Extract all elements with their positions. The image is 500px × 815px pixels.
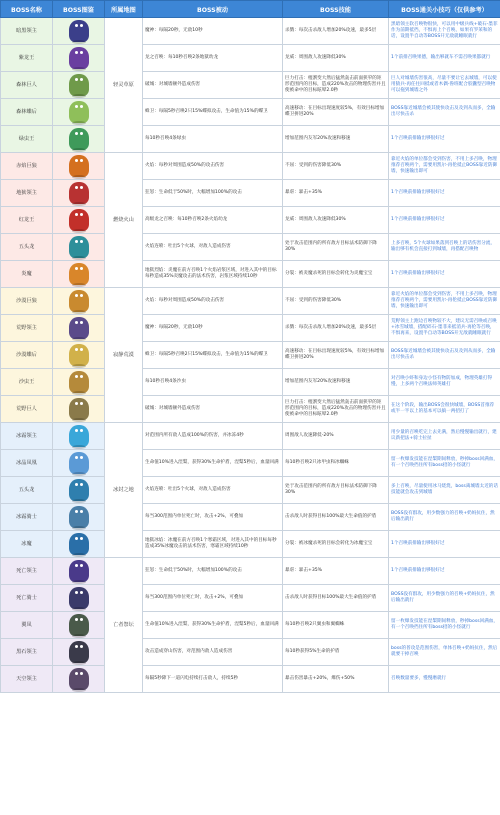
table-row (1, 261, 500, 288)
table-row (1, 180, 500, 207)
boss-portrait (53, 612, 105, 639)
boss-passive: 生命值10%进入涅槃，获得30%生命护盾，涅槃5秒后，血量回满 (143, 612, 283, 639)
boss-name: 森林蝶后 (1, 99, 53, 126)
boss-tips: 对召唤小虾和身边小怪有物防加成，物理英雄打得慢，上多两个召唤法师英雄打 (389, 369, 500, 396)
boss-passive: 高级龙之召唤：每10秒召唤2条火焰幼龙 (143, 207, 283, 234)
boss-tips: 上多召唤，5个火球如果落到召唤上的话伤害分流，输出够有机会直接打到城墙，再搭配召唤物 (389, 234, 500, 261)
boss-tips: 1个召唤前排输出够很好过 (389, 207, 500, 234)
table-row (1, 612, 500, 639)
boss-name: 冰晶凤凰 (1, 450, 53, 477)
boss-passive: 龙之召唤：每10秒召唤2条地狱幼龙 (143, 45, 283, 72)
table-row (1, 558, 500, 585)
boss-skill: 龙威：周围敌人攻速降低30% (283, 207, 389, 234)
boss-passive: 每当300范围内单位死亡时，攻击+2%，可叠加 (143, 585, 283, 612)
table-row (1, 153, 500, 180)
boss-portrait (53, 153, 105, 180)
table-row (1, 18, 500, 45)
boss-name: 紫龙王 (1, 45, 53, 72)
boss-portrait-icon (69, 128, 89, 150)
boss-portrait (53, 288, 105, 315)
boss-tips: 留一枚爆发技能在涅槃期间释放，秒掉boss回满血，有一个召唤挡住所有boss招的小怪就行 (389, 450, 500, 477)
boss-passive: 每隔5秒降下一道闪电持续打击敌人，持续5秒 (143, 666, 283, 693)
boss-skill: 每10秒召唤2只冰甲虫和冰蜘蛛 (283, 450, 389, 477)
table-row (1, 99, 500, 126)
map-name: 寂静荒漠 (105, 288, 143, 423)
boss-portrait (53, 423, 105, 450)
boss-portrait-icon (69, 20, 89, 42)
header-tips: BOSS通关小技巧（仅供参考） (389, 1, 500, 18)
boss-skill: 处于攻击范围内的所有敌方目标法术防御下降30% (283, 234, 389, 261)
boss-passive: 破城：对城墙额外造成伤害 (143, 396, 283, 423)
boss-skill: 每10秒召唤2只翼虫和翼蜘蛛 (283, 612, 389, 639)
boss-portrait-icon (69, 398, 89, 420)
boss-name: 荒野巨人 (1, 396, 53, 423)
boss-name: 五头龙 (1, 234, 53, 261)
boss-portrait (53, 126, 105, 153)
table-row (1, 450, 500, 477)
boss-portrait-icon (69, 614, 89, 636)
boss-passive: 蜂卫：每隔5秒召唤2只15%蝶拟攻击，生命值为15%的蝶卫 (143, 342, 283, 369)
header-passive: BOSS被动 (143, 1, 283, 18)
boss-portrait-icon (69, 74, 89, 96)
boss-passive: 每10秒召唤4条沙虫 (143, 369, 283, 396)
boss-tips: 黑暗领主软召唤物很快，可以用中级兵线+破石-墨菲作为前期抵挡，不惧再上个召唤、如果有罗莱和的话，设置半自动等BOSS开无敌就睡眠就行 (389, 18, 500, 45)
boss-portrait-icon (69, 668, 89, 690)
table-header-row (1, 1, 500, 18)
boss-skill: 巨力打击：棍割变大然后猛然轰击前面狭窄的矩形范围内的目标，造成220%攻击的物理伤害并且使被命中的目标眩晕2.0秒 (283, 396, 389, 423)
boss-skill: 每10秒获得5%生命的护盾 (283, 639, 389, 666)
boss-portrait-icon (69, 506, 89, 528)
boss-portrait-icon (69, 587, 89, 609)
table-row (1, 234, 500, 261)
boss-skill: 龙威：周围敌人攻速降低30% (283, 45, 389, 72)
boss-portrait (53, 639, 105, 666)
boss-skill: 处于攻击范围内的所有敌方目标法术防御下降30% (283, 477, 389, 504)
boss-portrait (53, 477, 105, 504)
boss-tips: BOSS没有群攻，用少数强力的召唤+奶妈抗住，然后输出就行 (389, 585, 500, 612)
boss-portrait-icon (69, 533, 89, 555)
boss-name: 黑石领主 (1, 639, 53, 666)
boss-tips: BOSS没有群攻，用少数强力的召唤+奶妈抗住，然后输出就行 (389, 504, 500, 531)
map-name: 亡者祭坛 (105, 558, 143, 693)
boss-skill: 暴击伤害暴击+20%，爆伤+50% (283, 666, 389, 693)
boss-portrait-icon (69, 452, 89, 474)
boss-skill: 周围敌人攻速降低-20% (283, 423, 389, 450)
boss-tips: 靠近火焰的单位都会受到伤害，不用上多召唤，物理推荐召唤两个，需要用凯尔-再伦抵止BOSS靠近防御墙，快速输出即可 (389, 288, 500, 315)
boss-skill: 增加范围内友军20%攻速和移速 (283, 369, 389, 396)
boss-portrait-icon (69, 236, 89, 258)
boss-skill: 高速移动：在目标出现速度较5%，有效目标增加蝶卫拼进20% (283, 99, 389, 126)
boss-skill: 击杀敌人时获得目标100%最大生命值的护盾 (283, 585, 389, 612)
boss-passive: 破城：对城墙额外造成伤害 (143, 72, 283, 99)
boss-skill: 巨力打击：棍割变大然后猛然轰击前面狭窄的矩形范围内的目标，造成220%攻击的物理伤害并且使被命中的目标眩晕2.0秒 (283, 72, 389, 99)
boss-name: 森林巨人 (1, 72, 53, 99)
boss-passive: 每10秒召唤4条绿虫 (143, 126, 283, 153)
boss-tips: 靠近火焰的单位都会受到伤害，不用上多召唤，物理推荐召唤两个，需要用凯尔-再伦抵止BOSS靠近防御墙，快速输出即可 (389, 153, 500, 180)
boss-name: 红龙王 (1, 207, 53, 234)
boss-portrait (53, 180, 105, 207)
boss-tips: 1个召唤前排输出够很好过 (389, 126, 500, 153)
boss-skill: 杀戮：每次击杀敌人增加20%攻速，最多5层 (283, 18, 389, 45)
boss-portrait (53, 207, 105, 234)
boss-portrait (53, 99, 105, 126)
boss-name: 冰霜骑士 (1, 504, 53, 531)
boss-skill: 杀戮：每次击杀敌人增加20%攻速，最多5层 (283, 315, 389, 342)
table-row (1, 342, 500, 369)
boss-name: 赤焰巨狼 (1, 153, 53, 180)
boss-tips: 1个前排召唤果德，输出够就车不需召唤果都就行 (389, 45, 500, 72)
boss-portrait (53, 531, 105, 558)
boss-portrait (53, 45, 105, 72)
boss-skill: 增加范围内友军20%攻速和移速 (283, 126, 389, 153)
table-row (1, 288, 500, 315)
boss-skill: 不屈：受到的伤害降低30% (283, 288, 389, 315)
boss-portrait (53, 342, 105, 369)
boss-skill: 分裂：被冰魔杀死的目标会转化为冰魔宝宝 (283, 531, 389, 558)
boss-portrait (53, 315, 105, 342)
boss-passive: 地狱烈焰：炎魔在前方召唤1个火焰岩浆区域，对进入其中的目标每秒造成35%炎魔攻击的法术伤害，岩浆区域持续10秒 (143, 261, 283, 288)
boss-portrait-icon (69, 425, 89, 447)
table-row (1, 423, 500, 450)
boss-portrait-icon (69, 101, 89, 123)
boss-skill: 击杀敌人时获得目标100%最大生命值的护盾 (283, 504, 389, 531)
table-row (1, 315, 500, 342)
boss-table-body (1, 18, 500, 693)
boss-name: 地狱领主 (1, 180, 53, 207)
boss-tips: 留一枚爆发技能在涅槃期间释放，秒掉boss回满血，有一个召唤挡住所有boss招的小怪就行 (389, 612, 500, 639)
boss-portrait-icon (69, 344, 89, 366)
boss-portrait-icon (69, 182, 89, 204)
boss-name: 沙漠巨狼 (1, 288, 53, 315)
boss-passive: 狂怒：生命低于50%时，大幅增加100%的攻击 (143, 180, 283, 207)
table-row (1, 666, 500, 693)
boss-portrait (53, 450, 105, 477)
table-row (1, 72, 500, 99)
boss-name: 死亡骑士 (1, 585, 53, 612)
table-row (1, 639, 500, 666)
boss-passive: 火焰连喷：吐出5个火球，对敌人造成伤害 (143, 234, 283, 261)
boss-passive: 攻击造成穿山伤害，对范围内敌人造成伤害 (143, 639, 283, 666)
boss-portrait-icon (69, 641, 89, 663)
header-boss-image: BOSS图鉴 (53, 1, 105, 18)
boss-passive: 蜂卫：每隔5秒召唤2只15%蝶拟攻击，生命值为15%的蝶卫 (143, 99, 283, 126)
map-name: 轻灵草原 (105, 18, 143, 153)
boss-tips: 1个召唤前排输出够很好过 (389, 180, 500, 207)
boss-passive: 每当300范围内单位死亡时，攻击+2%，可叠加 (143, 504, 283, 531)
boss-name: 天空领主 (1, 666, 53, 693)
boss-passive: 火焰：每秒对周围造成50%的攻击伤害 (143, 153, 283, 180)
boss-name: 五头龙 (1, 477, 53, 504)
boss-portrait-icon (69, 209, 89, 231)
map-name: 燃烧火山 (105, 153, 143, 288)
table-row (1, 531, 500, 558)
boss-portrait (53, 369, 105, 396)
boss-skill: 分裂：被炎魔杀死的目标会转化为炎魔宝宝 (283, 261, 389, 288)
boss-tips: 巨人对城墙伤害很高，尽量不要让它去城墙，可以使用猿兵-再任往回抵或者木偶-鲁班配合胶囊型召唤物可以拖到城墙之外 (389, 72, 500, 99)
boss-name: 死亡领主 (1, 558, 53, 585)
boss-passive: 对范围内所有敌人造成100%的伤害，并冰冻4秒 (143, 423, 283, 450)
boss-name: 暗黑领主 (1, 18, 53, 45)
boss-name: 冰霜领主 (1, 423, 53, 450)
boss-skill: 不屈：受到的伤害降低30% (283, 153, 389, 180)
table-row (1, 207, 500, 234)
boss-tips: 用少量的召唤吃完上去先满，然后慢慢输出就行，建议新把法+骑士拉扯 (389, 423, 500, 450)
boss-skill: 暴虐：暴击+35% (283, 558, 389, 585)
boss-name: 沙虫王 (1, 369, 53, 396)
boss-portrait-icon (69, 371, 89, 393)
boss-tips: BOSS靠近城墙会被其使快攻击及及到从而多，全输出尽快击杀 (389, 342, 500, 369)
boss-tips: 1个召唤前排输出够很好过 (389, 261, 500, 288)
boss-skill: 高速移动：在目标出现速度较5%，有效目标增加蝶卫拼进20% (283, 342, 389, 369)
boss-tips: 召唤数量要多，慢慢磨就行 (389, 666, 500, 693)
boss-portrait (53, 396, 105, 423)
boss-passive: 生命值10%进入涅槃，获得30%生命护盾，涅槃5秒后，血量回满 (143, 450, 283, 477)
boss-tips: 1个召唤前排输出够很好过 (389, 531, 500, 558)
boss-tips: BOSS靠近城墙会被其使快攻击及及到从而多，全输出尽快击杀 (389, 99, 500, 126)
boss-portrait (53, 666, 105, 693)
boss-portrait-icon (69, 317, 89, 339)
header-skill: BOSS技能 (283, 1, 389, 18)
boss-passive: 火焰连喷：吐出5个火球，对敌人造成伤害 (143, 477, 283, 504)
boss-portrait (53, 504, 105, 531)
boss-tips: 荒野领主上跑边召唤物较不大，建议无需召唤或召唤+冰雪城墙，搭配碎石-墨菲来抵消兵-再伦等召唤，不惧再来，设置半自动等BOSS开无敌就睡眠就行 (389, 315, 500, 342)
boss-name: 沙漠蝶后 (1, 342, 53, 369)
boss-tips: 多上召唤，尽量使用冰马烧烧，boss离城墙太近的话技能就会攻击到城墙 (389, 477, 500, 504)
boss-portrait (53, 261, 105, 288)
boss-portrait (53, 72, 105, 99)
boss-tips: 1个召唤前排输出够很好过 (389, 558, 500, 585)
table-row (1, 585, 500, 612)
table-row (1, 126, 500, 153)
boss-passive: 狂怒：生命低于50%时，大幅增加100%的攻击 (143, 558, 283, 585)
boss-name: 翼凤 (1, 612, 53, 639)
table-row (1, 504, 500, 531)
boss-name: 炎魔 (1, 261, 53, 288)
boss-portrait-icon (69, 155, 89, 177)
boss-portrait (53, 234, 105, 261)
boss-tips: 在这个阶段，输出BOSS会很快城墙，BOSS首推荐或半一半以上的基本可以搞一两招打了 (389, 396, 500, 423)
boss-name: 冰魔 (1, 531, 53, 558)
boss-passive: 火焰：每秒对周围造成50%的攻击伤害 (143, 288, 283, 315)
boss-portrait-icon (69, 263, 89, 285)
table-row (1, 396, 500, 423)
boss-portrait-icon (69, 479, 89, 501)
table-row (1, 369, 500, 396)
boss-passive: 魔神：每隔20秒，无敌10秒 (143, 18, 283, 45)
header-map: 所属地图 (105, 1, 143, 18)
boss-skill: 暴虐：暴击+35% (283, 180, 389, 207)
boss-portrait (53, 585, 105, 612)
header-boss-name: BOSS名称 (1, 1, 53, 18)
boss-portrait-icon (69, 560, 89, 582)
boss-passive: 魔神：每隔20秒，无敌10秒 (143, 315, 283, 342)
boss-portrait (53, 558, 105, 585)
boss-portrait (53, 18, 105, 45)
boss-name: 荒野领主 (1, 315, 53, 342)
boss-name: 绿虫王 (1, 126, 53, 153)
boss-passive: 地狱冰焰：冰魔在前方召唤1个寒霜区域，对进入其中的目标每秒造成35%冰魔攻击的法术伤害，寒霜区域持续10秒 (143, 531, 283, 558)
table-row (1, 477, 500, 504)
boss-portrait-icon (69, 47, 89, 69)
table-row (1, 45, 500, 72)
map-name: 冰封之地 (105, 423, 143, 558)
boss-tips: boss的普攻是范围伤害，单体召唤+奶妈抗住，然后就要干掉召唤 (389, 639, 500, 666)
boss-portrait-icon (69, 290, 89, 312)
